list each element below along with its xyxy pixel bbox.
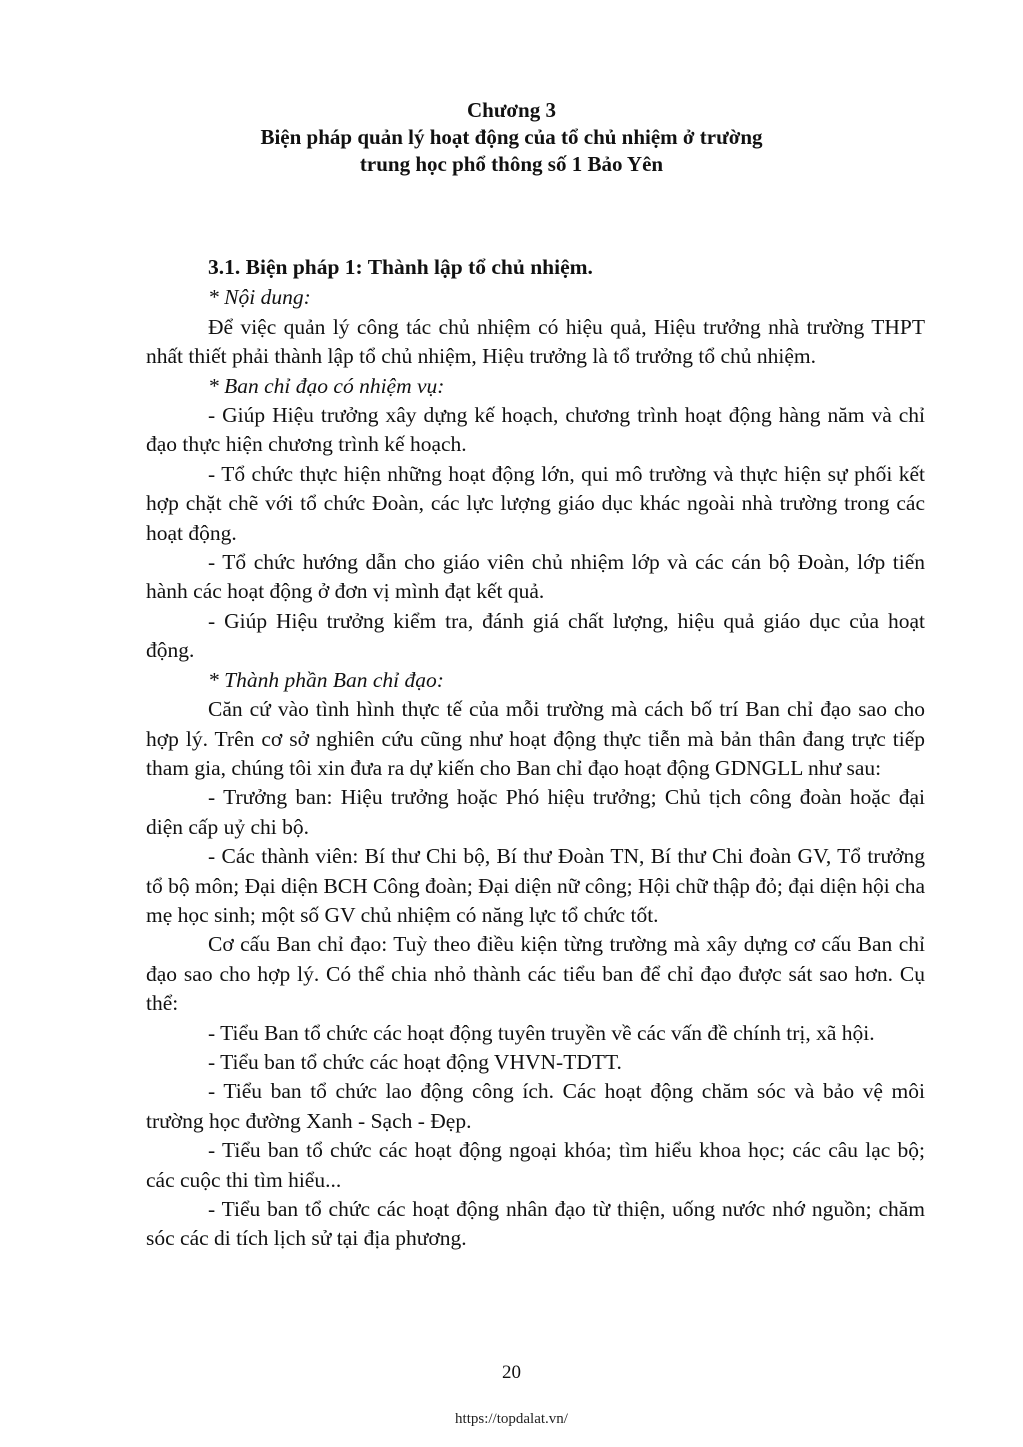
label-ban-chi-dao-nhiem-vu: * Ban chỉ đạo có nhiệm vụ: (208, 373, 445, 398)
paragraph: - Giúp Hiệu trưởng xây dựng kế hoạch, chương trình hoạt động hàng năm và chỉ đạo thực hiện chương trình kế hoạch. (146, 403, 925, 457)
page-number: 20 (502, 1362, 521, 1383)
footer-url[interactable]: https://topdalat.vn/ (455, 1411, 568, 1427)
paragraph: - Tiểu Ban tổ chức các hoạt động tuyên truyền về các vấn đề chính trị, xã hội. (208, 1020, 875, 1045)
paragraph: - Tổ chức thực hiện những hoạt động lớn, qui mô trường và thực hiện sự phối kết hợp chặt chẽ với tổ chức Đoàn, các lực lượng giáo dục khác ngoài nhà trường trong các hoạt động. (146, 461, 925, 545)
paragraph: - Giúp Hiệu trưởng kiểm tra, đánh giá chất lượng, hiệu quả giáo dục của hoạt động. (146, 608, 925, 663)
chapter-title-line-1: Biện pháp quản lý hoạt động của tổ chủ nhiệm ở trường (260, 125, 763, 149)
paragraph: - Trưởng ban: Hiệu trưởng hoặc Phó hiệu trưởng; Chủ tịch công đoàn hoặc đại diện cấp uỷ chi bộ. (146, 785, 925, 839)
paragraph: Cơ cấu Ban chỉ đạo: Tuỳ theo điều kiện từng trường mà xây dựng cơ cấu Ban chỉ đạo sao cho hợp lý. Có thể chia nhỏ thành các tiểu ban để chỉ đạo được sát sao hơn. Cụ thể: (146, 932, 925, 1016)
paragraph: - Các thành viên: Bí thư Chi bộ, Bí thư Đoàn TN, Bí thư Chi đoàn GV, Tổ trưởng tổ bộ môn; Đại diện BCH Công đoàn; Đại diện nữ công; Hội chữ thập đỏ; đại diện hội cha mẹ học sinh; một số GV chủ nhiệm có năng lực tổ chức tốt. (146, 844, 925, 927)
paragraph: - Tiểu ban tổ chức các hoạt động nhân đạo từ thiện, uống nước nhớ nguồn; chăm sóc các di tích lịch sử tại địa phương. (146, 1197, 925, 1251)
chapter-heading (0, 97, 1023, 178)
paragraph: - Tiểu ban tổ chức lao động công ích. Các hoạt động chăm sóc và bảo vệ môi trường học đường Xanh - Sạch - Đẹp. (146, 1079, 925, 1133)
section-title: 3.1. Biện pháp 1: Thành lập tổ chủ nhiệm. (208, 255, 593, 279)
paragraph: - Tiểu ban tổ chức các hoạt động VHVN-TDTT. (208, 1049, 622, 1074)
chapter-title-line-2: trung học phổ thông số 1 Bảo Yên (359, 152, 664, 176)
paragraph: Để việc quản lý công tác chủ nhiệm có hiệu quả, Hiệu trưởng nhà trường THPT nhất thiết phải thành lập tổ chủ nhiệm, Hiệu trưởng là tổ trưởng tổ chủ nhiệm. (146, 314, 925, 369)
label-thanh-phan-ban-chi-dao: * Thành phần Ban chỉ đạo: (208, 667, 444, 692)
label-noi-dung: * Nội dung: (208, 285, 311, 310)
chapter-number: Chương 3 (466, 98, 556, 122)
paragraph: - Tổ chức hướng dẫn cho giáo viên chủ nhiệm lớp và các cán bộ Đoàn, lớp tiến hành các hoạt động ở đơn vị mình đạt kết quả. (146, 550, 925, 604)
document-body (146, 253, 925, 1254)
paragraph: - Tiểu ban tổ chức các hoạt động ngoại khóa; tìm hiểu khoa học; các câu lạc bộ; các cuộc thi tìm hiểu... (146, 1138, 925, 1192)
paragraph: Căn cứ vào tình hình thực tế của mỗi trường mà cách bố trí Ban chỉ đạo sao cho hợp lý. Trên cơ sở nghiên cứu cũng như hoạt động thực tiễn mà bản thân đang trực tiếp tham gia, chúng tôi xin đưa ra dự kiến cho Ban chỉ đạo hoạt động GDNGLL như sau: (146, 697, 925, 780)
